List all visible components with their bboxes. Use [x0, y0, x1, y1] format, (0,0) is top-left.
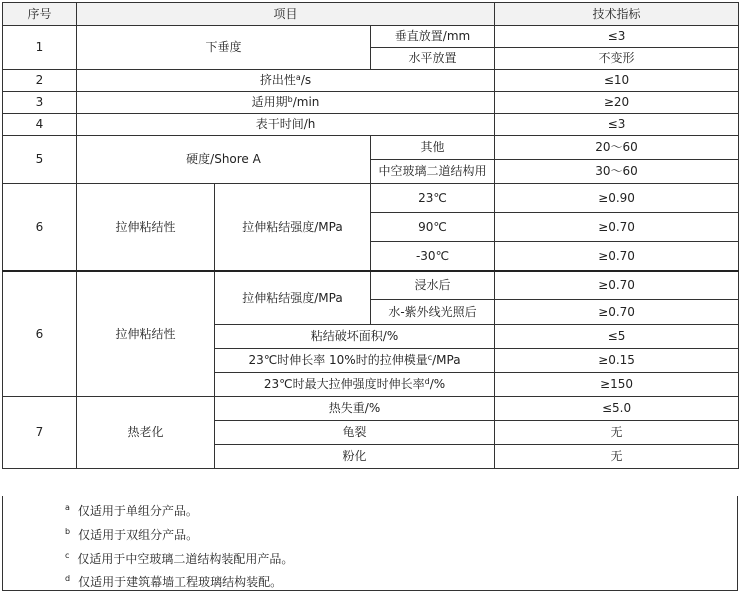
footnote-mark: c: [427, 353, 433, 363]
spec-value: ≥0.70: [495, 213, 739, 242]
header-row: [3, 3, 739, 26]
spec-value: ≥0.70: [495, 242, 739, 271]
sub-item: 龟裂: [215, 421, 495, 445]
spec-table: [2, 2, 739, 469]
sub-item: 拉伸粘结强度/MPa: [215, 271, 371, 325]
sub-item: 热失重/%: [215, 397, 495, 421]
item-name: 硬度/Shore A: [77, 136, 371, 184]
footnote: $^d$ 仅适用于建筑幕墙工程玻璃结构装配。: [65, 574, 283, 589]
spec-value: ≥0.70: [495, 271, 739, 300]
condition: -30℃: [371, 242, 495, 271]
spec-value: ≥0.90: [495, 184, 739, 213]
row-no: 4: [3, 114, 77, 136]
spec-value: 20～60: [495, 136, 739, 160]
row-no: 7: [3, 397, 77, 469]
condition: 浸水后: [371, 271, 495, 300]
spec-value: ≥20: [495, 92, 739, 114]
spec-value: ≤10: [495, 70, 739, 92]
row-no: 3: [3, 92, 77, 114]
item-name: 拉伸粘结性: [77, 184, 215, 271]
table-row: [3, 114, 739, 136]
spec-value: 无: [495, 445, 739, 469]
header-item: 项目: [77, 3, 495, 26]
row-no: 2: [3, 70, 77, 92]
sub-item: 中空玻璃二道结构用: [371, 160, 495, 184]
spec-value: ≥0.15: [495, 349, 739, 373]
footnote: $^b$ 仅适用于双组分产品。: [65, 527, 199, 542]
item-name: 表干时间/h: [77, 114, 495, 136]
item-name: 下垂度: [77, 26, 371, 70]
row-no: 6: [3, 184, 77, 271]
spec-value: 30～60: [495, 160, 739, 184]
sub-item: 23℃时最大拉伸强度时伸长率$^d$/%: [215, 373, 495, 397]
item-name: 挤出性$^a$/s: [77, 70, 495, 92]
sub-item: 拉伸粘结强度/MPa: [215, 184, 371, 271]
sub-item: 垂直放置/mm: [371, 26, 495, 48]
spec-value: ≥150: [495, 373, 739, 397]
sub-item: 23℃时伸长率 10%时的拉伸模量$^c$/MPa: [215, 349, 495, 373]
spec-value: ≥0.70: [495, 300, 739, 325]
item-name: 热老化: [77, 397, 215, 469]
item-name: 拉伸粘结性: [77, 271, 215, 397]
table-row: [3, 271, 739, 300]
spec-value: 无: [495, 421, 739, 445]
row-no: 5: [3, 136, 77, 184]
sub-item: 其他: [371, 136, 495, 160]
footnote-mark: b: [287, 95, 293, 105]
footnote-mark: a: [295, 73, 301, 83]
header-no: 序号: [3, 3, 77, 26]
spec-value: ≤3: [495, 114, 739, 136]
item-name: 适用期$^b$/min: [77, 92, 495, 114]
condition: 90℃: [371, 213, 495, 242]
footnote: $^a$ 仅适用于单组分产品。: [65, 503, 198, 518]
sub-item: 水平放置: [371, 48, 495, 70]
sub-item: 粉化: [215, 445, 495, 469]
condition: 水-紫外线光照后: [371, 300, 495, 325]
condition: 23℃: [371, 184, 495, 213]
footnote: $^c$ 仅适用于中空玻璃二道结构装配用产品。: [65, 551, 294, 566]
sub-item: 粘结破坏面积/%: [215, 325, 495, 349]
table-row: [3, 397, 739, 421]
row-no: 6: [3, 271, 77, 397]
spec-value: ≤3: [495, 26, 739, 48]
row-no: 1: [3, 26, 77, 70]
table-row: [3, 26, 739, 48]
footnote-mark: d: [424, 377, 430, 387]
header-spec: 技术指标: [495, 3, 739, 26]
spec-value: ≤5: [495, 325, 739, 349]
footnotes: [2, 496, 738, 591]
table-row: [3, 184, 739, 213]
table-row: [3, 92, 739, 114]
spec-value: 不变形: [495, 48, 739, 70]
spec-value: ≤5.0: [495, 397, 739, 421]
table-row: [3, 136, 739, 160]
table-row: [3, 70, 739, 92]
